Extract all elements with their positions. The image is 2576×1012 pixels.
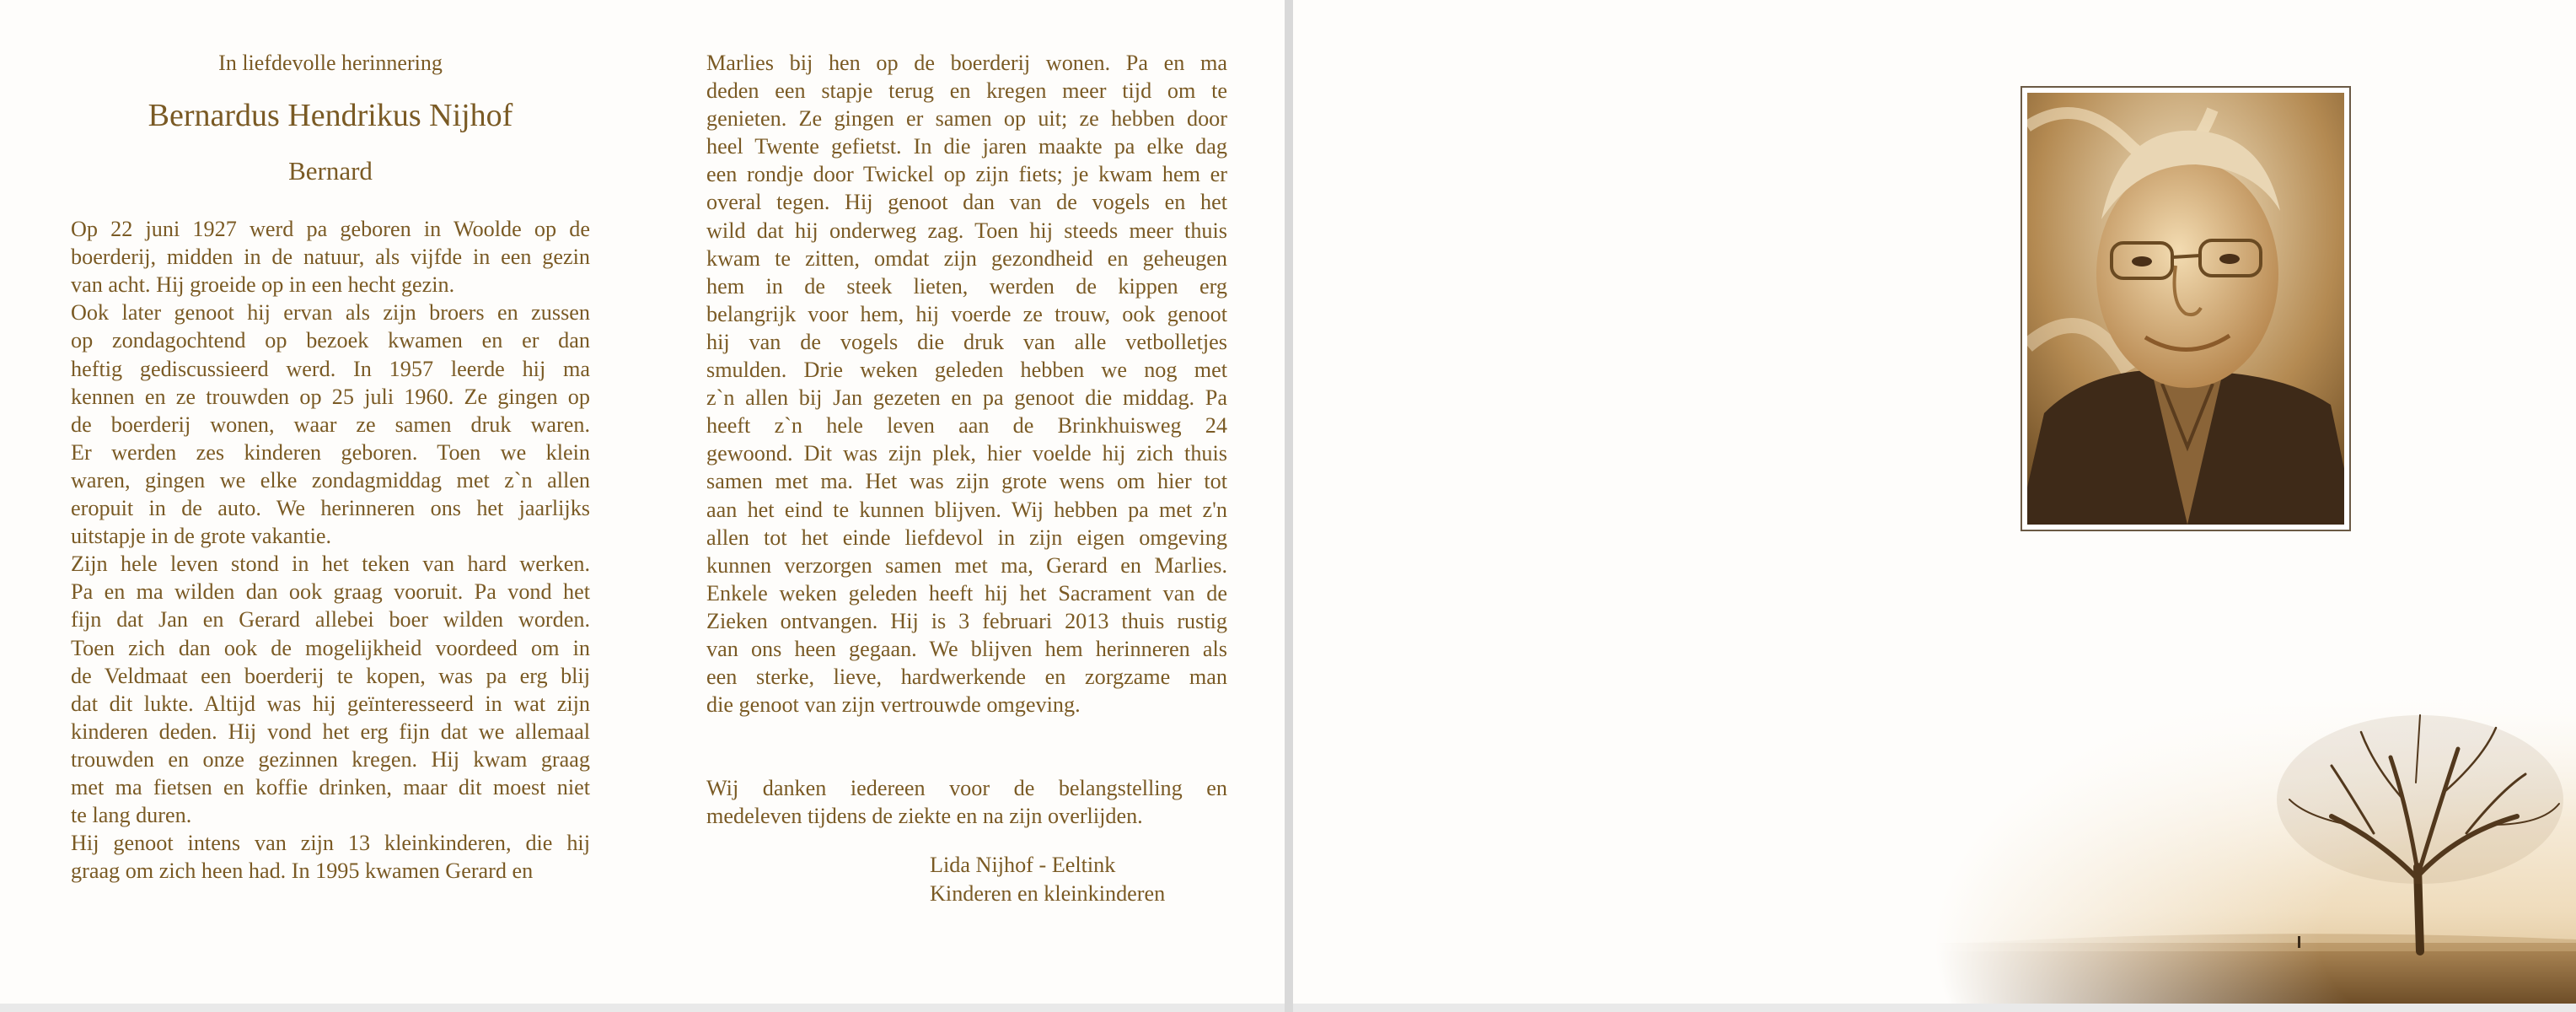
text-line: kennen en ze trouwden op 25 juli 1960. Ze gingen op: [71, 384, 590, 409]
text-line: trouwden en onze gezinnen kregen. Hij kwam graag: [71, 746, 590, 772]
signature: [706, 851, 1227, 907]
text-line: allen tot het einde liefdevol in zijn eigen omgeving: [706, 525, 1227, 550]
text-line: Wij danken iedereen voor de belangstelling en: [706, 776, 1227, 801]
text-line: met ma fietsen en koffie drinken, maar dit moest niet: [71, 774, 590, 799]
text-line: die genoot van zijn vertrouwde omgeving.: [706, 692, 1081, 718]
text-line: Ook later genoot hij ervan als zijn broers en zussen: [71, 300, 590, 326]
text-line: waren, gingen we elke zondagmiddag met z`n allen: [71, 467, 590, 493]
thanks-message: [706, 774, 1227, 830]
text-line: de Veldmaat een boerderij te kopen, was pa erg blij: [71, 663, 590, 688]
text-line: samen met ma. Het was zijn grote wens om hier tot: [706, 469, 1227, 494]
text-line: Kinderen en kleinkinderen: [930, 880, 1166, 906]
text-line: smulden. Drie weken geleden hebben we nog met: [706, 358, 1227, 383]
text-line: fijn dat Jan en Gerard allebei boer wilden worden.: [71, 607, 590, 632]
text-column-right: [706, 49, 1227, 907]
text-line: Enkele weken geleden heeft hij het Sacrament van de: [706, 580, 1227, 606]
text-line: belangrijk voor hem, hij voerde ze trouw, ook genoot: [706, 301, 1227, 326]
biography-part-2: [706, 49, 1227, 719]
text-line: Zieken ontvangen. Hij is 3 februari 2013 thuis rustig: [706, 608, 1227, 633]
text-line: Lida Nijhof - Eeltink: [930, 853, 1116, 878]
text-line: Toen zich dan ook de mogelijkheid voordeed om in: [71, 635, 590, 660]
deceased-name: Bernardus Hendrikus Nijhof: [148, 98, 513, 134]
text-line: kwam te zitten, omdat zijn gezondheid en geheugen: [706, 245, 1227, 271]
text-line: Zijn hele leven stond in het teken van hard werken.: [71, 552, 590, 577]
portrait-photo: [2021, 86, 2351, 531]
biography-part-1: [71, 215, 590, 885]
text-line: kunnen verzorgen samen met ma, Gerard en Marlies.: [706, 552, 1227, 578]
text-line: te lang duren.: [71, 803, 192, 828]
deceased-nickname: Bernard: [288, 156, 373, 186]
text-line: heftig gediscussieerd werd. In 1957 leerde hij ma: [71, 356, 590, 381]
memorial-heading: In liefdevolle herinnering: [218, 51, 443, 75]
text-line: boerderij, midden in de natuur, als vijfde in een gezin: [71, 245, 590, 270]
text-line: Op 22 juni 1927 werd pa geboren in Woolde op de: [71, 217, 590, 242]
text-line: aan het eind te kunnen blijven. Wij hebben pa met z'n: [706, 497, 1227, 522]
text-line: Hij genoot intens van zijn 13 kleinkinderen, die hij: [71, 831, 590, 856]
text-line: Pa en ma wilden dan ook graag vooruit. Pa vond het: [71, 579, 590, 605]
text-line: z`n allen bij Jan gezeten en pa genoot die middag. Pa: [706, 385, 1227, 411]
text-line: hem in de steek lieten, werden de kippen erg: [706, 273, 1227, 299]
text-line: heeft z`n hele leven aan de Brinkhuisweg 24: [706, 413, 1227, 439]
text-line: van acht. Hij groeide op in een hecht gezin.: [71, 272, 455, 298]
text-line: uitstapje in de grote vakantie.: [71, 524, 332, 549]
text-line: deden een stapje terug en kregen meer tijd om te: [706, 78, 1227, 104]
text-line: kinderen deden. Hij vond het erg fijn dat we allemaal: [71, 719, 590, 744]
text-line: overal tegen. Hij genoot dan van de vogels en het: [706, 190, 1227, 215]
text-line: graag om zich heen had. In 1995 kwamen Gerard en: [71, 859, 534, 884]
text-line: Marlies bij hen op de boerderij wonen. Pa en ma: [706, 51, 1227, 75]
text-line: een sterke, lieve, hardwerkende en zorgzame man: [706, 665, 1227, 690]
text-line: gewoond. Dit was zijn plek, hier voelde hij zich thuis: [706, 441, 1227, 466]
text-line: eropuit in de auto. We herinneren ons het jaarlijks: [71, 496, 590, 521]
text-line: een rondje door Twickel op zijn fiets; je kwam hem er: [706, 162, 1227, 187]
text-column-left: [71, 49, 590, 885]
text-line: genieten. Ze gingen er samen op uit; ze hebben door: [706, 106, 1227, 132]
card-fold: [1285, 0, 1293, 1012]
text-line: hij van de vogels die druk van alle vetbolletjes: [706, 329, 1227, 354]
text-line: dat dit lukte. Altijd was hij geïnteresseerd in wat zijn: [71, 691, 590, 716]
text-line: heel Twente gefietst. In die jaren maakte pa elke dag: [706, 134, 1227, 159]
text-line: de boerderij wonen, waar ze samen druk waren.: [71, 412, 590, 437]
text-line: wild dat hij onderweg zag. Toen hij steeds meer thuis: [706, 218, 1227, 243]
text-line: medeleven tijdens de ziekte en na zijn overlijden.: [706, 804, 1143, 829]
tree-landscape-image: [1935, 698, 2576, 1004]
text-line: op zondagochtend op bezoek kwamen en er dan: [71, 328, 590, 353]
card-left-page: [0, 0, 1285, 1004]
text-line: Er werden zes kinderen geboren. Toen we klein: [71, 439, 590, 465]
text-line: van ons heen gegaan. We blijven hem herinneren als: [706, 636, 1227, 661]
